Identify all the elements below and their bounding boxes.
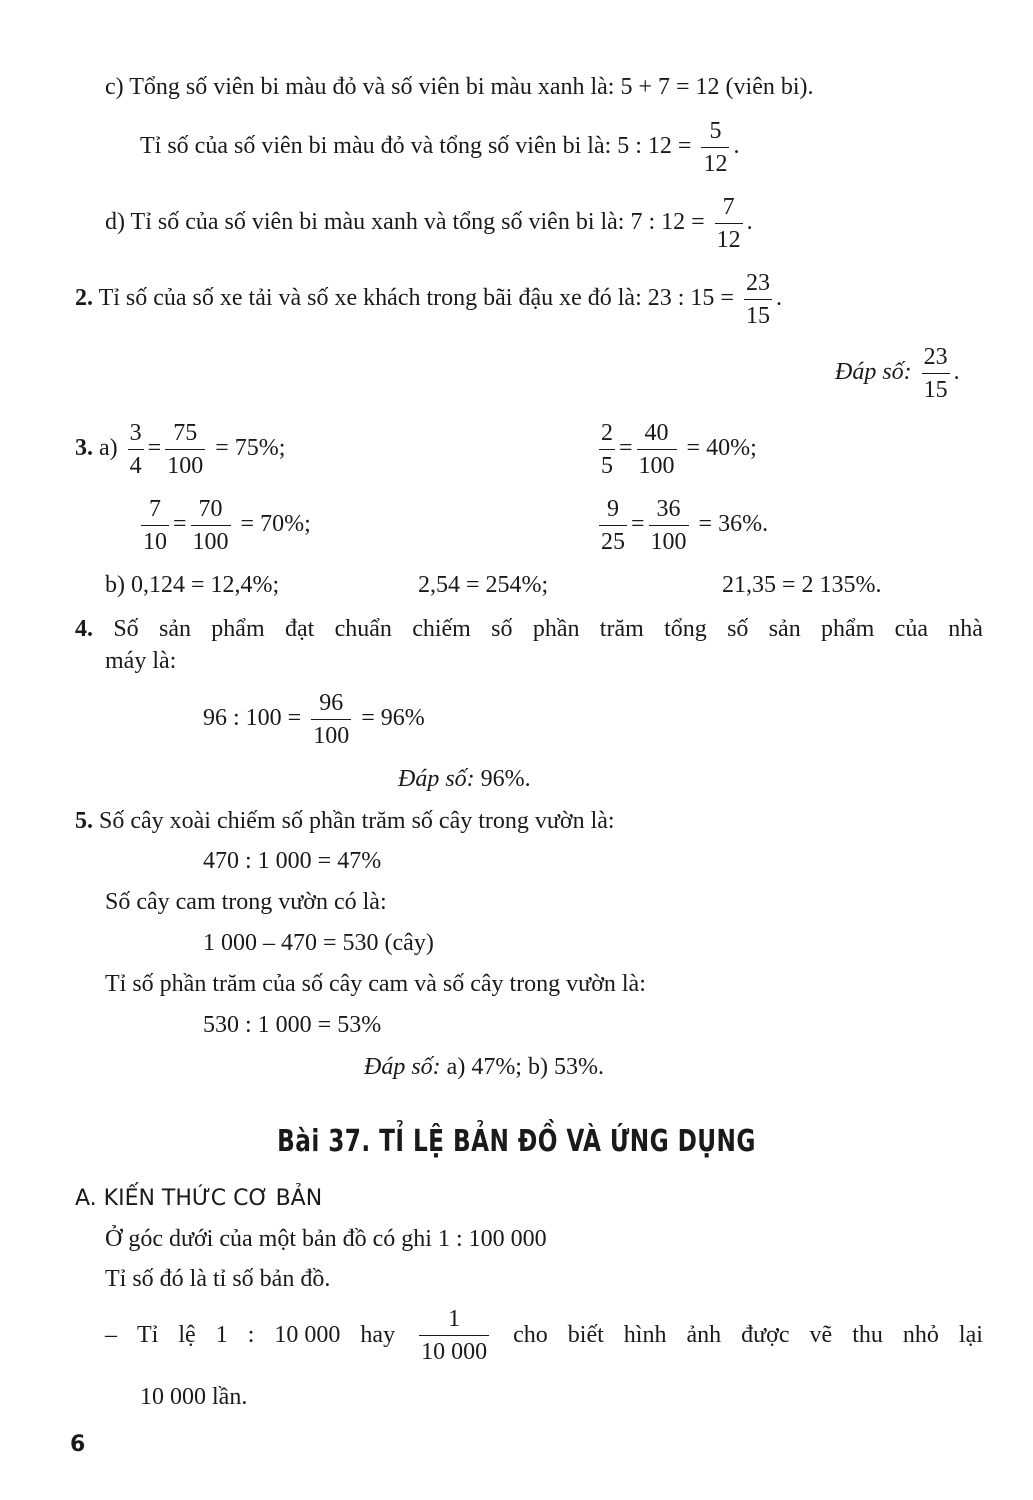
exercise-number: 4. xyxy=(75,616,93,642)
ex4-line1 xyxy=(75,614,983,644)
word: biết xyxy=(567,1322,604,1348)
ex3-a-row2-right: $\frac{9}{25}$ = $\frac{36}{100}$ = 36%. xyxy=(601,496,769,555)
word: lệ xyxy=(178,1322,196,1348)
fraction xyxy=(649,494,689,557)
page-number: 6 xyxy=(70,1432,86,1457)
fraction xyxy=(128,418,144,481)
word: phẩm xyxy=(211,616,265,642)
ex5-text: Số cây xoài chiếm số phần trăm số cây trong vườn là: xyxy=(99,808,615,834)
fraction xyxy=(599,494,627,557)
fraction-numerator: 23 xyxy=(923,344,948,370)
word: hình xyxy=(623,1322,667,1348)
fraction-denominator: 12 xyxy=(715,223,743,255)
word: Tỉ xyxy=(137,1322,159,1348)
fraction-denominator: 100 xyxy=(637,449,677,481)
word: số xyxy=(727,616,749,642)
fraction-denominator: 100 xyxy=(165,449,205,481)
word: vẽ xyxy=(809,1322,833,1348)
ex3-b-1: b) 0,124 = 12,4%; xyxy=(105,572,280,598)
word: – xyxy=(105,1322,117,1348)
fraction xyxy=(637,418,677,481)
word: phẩm xyxy=(821,616,875,642)
calc-right: = 96% xyxy=(361,705,425,732)
ex1-d-ratio-text: d) Tỉ số của số viên bi màu xanh và tổng số viên bi là: 7 : 12 = xyxy=(105,209,705,236)
ex2-line: 2. Tỉ số của số xe tải và số xe khách trong bãi đậu xe đó là: 23 : 15 = $\frac{23}{15}$ . xyxy=(75,270,782,329)
fraction-numerator: 7 xyxy=(149,496,161,522)
word: : xyxy=(247,1322,255,1348)
ex1-c-ratio: Tỉ số của số viên bi màu đỏ và tổng số viên bi là: 5 : 12 = $\frac{5}{12}$ . xyxy=(140,118,740,177)
ex1-d-fraction xyxy=(715,192,743,255)
word: số xyxy=(491,616,513,642)
ex4-answer xyxy=(398,764,531,794)
word: phần xyxy=(532,616,580,642)
fraction-numerator: 23 xyxy=(745,270,770,296)
fraction xyxy=(165,418,205,481)
fraction-denominator: 100 xyxy=(311,719,351,751)
ex5-answer xyxy=(364,1052,604,1082)
ex1-d-ratio: d) Tỉ số của số viên bi màu xanh và tổng số viên bi là: 7 : 12 = $\frac{7}{12}$ . xyxy=(105,194,753,253)
ex5-line3: Tỉ số phần trăm của số cây cam và số cây trong vườn là: xyxy=(105,971,646,997)
ex3-a-row1-right: $\frac{2}{5}$ = $\frac{40}{100}$ = 40%; xyxy=(601,420,757,479)
ex3-a-row2-left: $\frac{7}{10}$ = $\frac{70}{100}$ = 70%; xyxy=(143,496,311,555)
exercise-number: 5. xyxy=(75,808,93,834)
answer-label: Đáp số: xyxy=(835,359,912,386)
fraction-denominator: 12 xyxy=(701,147,729,179)
calc-left: 96 : 100 = xyxy=(203,705,302,732)
section-heading: A. KIẾN THỨC CƠ BẢN xyxy=(75,1186,323,1211)
lesson-line3 xyxy=(105,1305,983,1365)
fraction-numerator: 5 xyxy=(709,118,722,144)
word: chiếm xyxy=(412,616,471,642)
word: sản xyxy=(768,616,801,642)
word: của xyxy=(894,616,928,642)
ex5-calc2: 1 000 – 470 = 530 (cây) xyxy=(203,930,434,956)
word: Số xyxy=(113,616,139,642)
word: nhà xyxy=(948,616,983,642)
ex5-line2: Số cây cam trong vườn có là: xyxy=(105,889,387,915)
word: thu xyxy=(852,1322,883,1348)
fraction-denominator: 4 xyxy=(128,449,144,481)
word: nhỏ xyxy=(902,1322,939,1348)
ex5-calc1: 470 : 1 000 = 47% xyxy=(203,848,382,874)
ex4-line2: máy là: xyxy=(105,648,177,674)
fraction-numerator: 7 xyxy=(722,194,735,220)
fraction-numerator: 2 xyxy=(601,420,613,446)
ex5-calc3: 530 : 1 000 = 53% xyxy=(203,1012,382,1038)
fraction-numerator: 40 xyxy=(644,420,669,446)
ex3-a-row1-left: 3. a) $\frac{3}{4}$ = $\frac{75}{100}$ = 75%; xyxy=(75,420,286,479)
word: cho xyxy=(513,1322,548,1348)
ex1-c-line: c) Tổng số viên bi màu đỏ và số viên bi màu xanh là: 5 + 7 = 12 (viên bi). xyxy=(105,74,814,100)
fraction-numerator: 9 xyxy=(607,496,619,522)
fraction-numerator: 1 xyxy=(448,1305,461,1332)
ex2-answer: Đáp số: $\frac{23}{15}$ . xyxy=(835,344,960,403)
lesson-line2: Tỉ số đó là tỉ số bản đồ. xyxy=(105,1266,331,1292)
ex4-calc xyxy=(203,688,425,751)
ex4-fraction xyxy=(311,688,351,751)
word: hay xyxy=(360,1322,396,1348)
fraction-denominator: 100 xyxy=(191,525,231,557)
answer-value: 96%. xyxy=(480,766,531,792)
word: ảnh xyxy=(686,1322,722,1348)
fraction xyxy=(191,494,231,557)
ex1-c-fraction xyxy=(701,116,729,179)
lesson-title: Bài 37. TỈ LỆ BẢN ĐỒ VÀ ỨNG DỤNG xyxy=(277,1124,756,1159)
ex3-b-2: 2,54 = 254%; xyxy=(418,572,549,598)
ex3-b-3: 21,35 = 2 135%. xyxy=(722,572,882,598)
ex1-c-ratio-text: Tỉ số của số viên bi màu đỏ và tổng số viên bi là: 5 : 12 = xyxy=(140,133,692,160)
word: lại xyxy=(958,1322,983,1348)
ex3-part-a: a) xyxy=(99,435,118,462)
word: chuẩn xyxy=(334,616,392,642)
fraction-denominator: 5 xyxy=(599,449,615,481)
word: được xyxy=(741,1322,790,1348)
scale-fraction xyxy=(419,1304,489,1367)
word: đạt xyxy=(284,616,315,642)
word: trăm xyxy=(599,616,644,642)
word: sản xyxy=(158,616,191,642)
answer-label: Đáp số: xyxy=(398,766,475,792)
fraction-denominator: 15 xyxy=(922,373,950,405)
fraction xyxy=(599,418,615,481)
fraction-numerator: 3 xyxy=(129,420,142,446)
answer-label: Đáp số: xyxy=(364,1054,441,1080)
fraction-numerator: 96 xyxy=(319,690,344,716)
percent-result: = 70%; xyxy=(240,511,311,538)
fraction xyxy=(141,494,169,557)
fraction-numerator: 75 xyxy=(173,420,198,446)
fraction-denominator: 10 000 xyxy=(419,1335,489,1367)
fraction-denominator: 15 xyxy=(744,299,772,331)
fraction-numerator: 70 xyxy=(198,496,223,522)
answer-value: a) 47%; b) 53%. xyxy=(446,1054,604,1080)
exercise-number: 2. xyxy=(75,285,93,312)
exercise-number: 3. xyxy=(75,435,93,462)
ex5-line1 xyxy=(75,806,615,836)
percent-result: = 40%; xyxy=(686,435,757,462)
lesson-line1: Ở góc dưới của một bản đồ có ghi 1 : 100 000 xyxy=(105,1226,547,1252)
fraction-denominator: 100 xyxy=(649,525,689,557)
ex2-fraction xyxy=(744,268,772,331)
fraction-denominator: 10 xyxy=(141,525,169,557)
word: tổng xyxy=(664,616,707,642)
lesson-line4: 10 000 lần. xyxy=(140,1384,248,1410)
ex2-answer-fraction xyxy=(922,342,950,405)
percent-result: = 36%. xyxy=(698,511,769,538)
word: 1 xyxy=(215,1322,228,1348)
word: 10 000 xyxy=(274,1322,341,1348)
percent-result: = 75%; xyxy=(215,435,286,462)
fraction-numerator: 36 xyxy=(656,496,681,522)
fraction-denominator: 25 xyxy=(599,525,627,557)
ex2-text: Tỉ số của số xe tải và số xe khách trong bãi đậu xe đó là: 23 : 15 = xyxy=(98,285,734,312)
